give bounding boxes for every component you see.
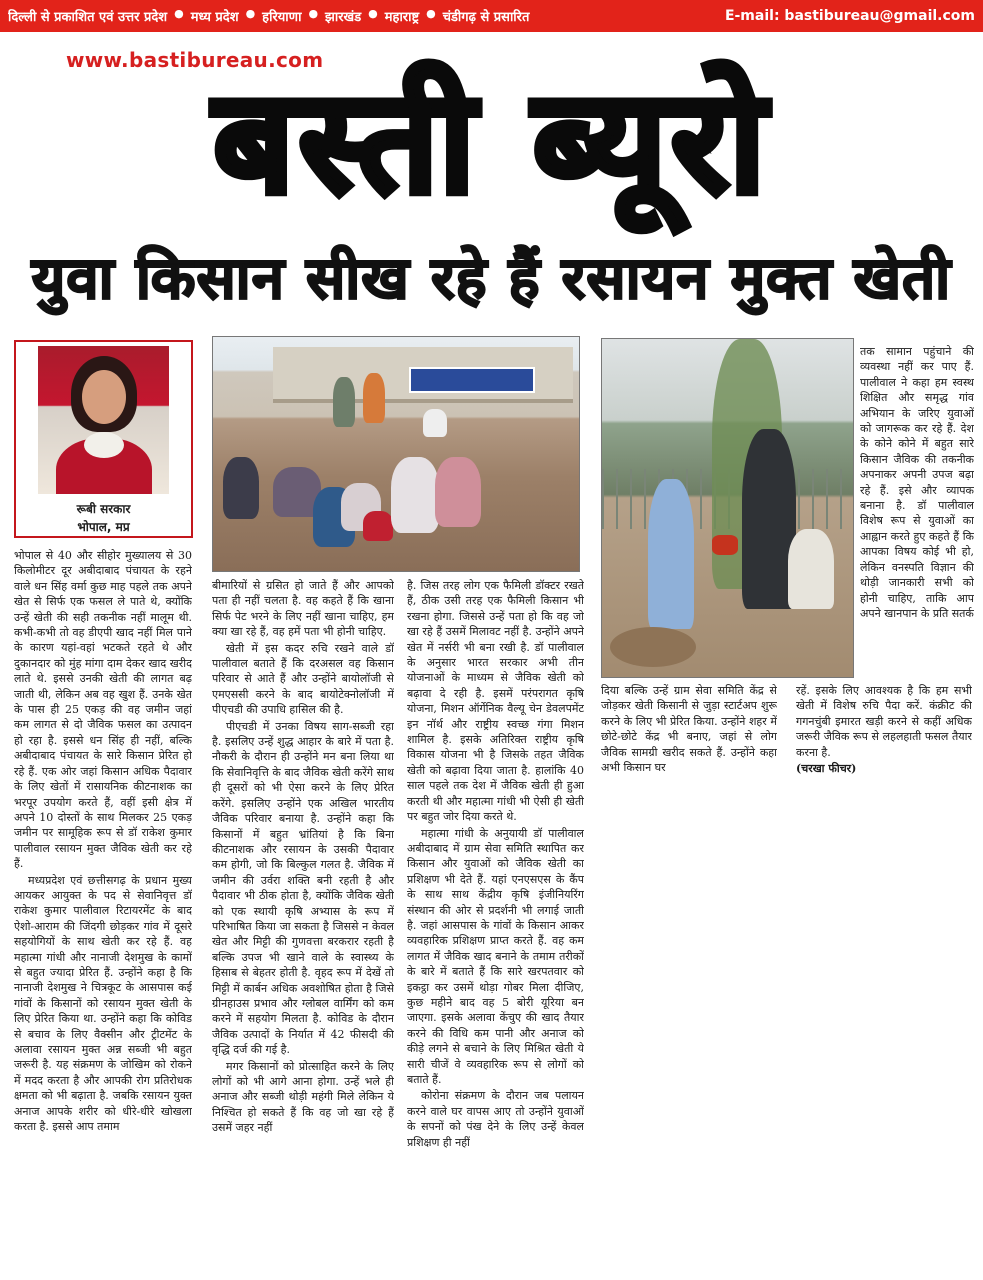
edition-item: हरियाणा [262,10,302,25]
website-link[interactable]: www.bastibureau.com [66,48,324,72]
edition-item: झारखंड [325,10,362,25]
author-photo [38,346,169,494]
author-name: रूबी सरकार [76,502,131,516]
paragraph: मगर किसानों को प्रोत्साहित करने के लिए लोगों को भी आगे आना होगा. उन्हें भले ही अनाज और सब्जी थोड़ी महंगी मिले लेकिन ये निश्चित हो सकते हैं कि वह जो खा रहे हैं उसमें जहर नहीं [212,1059,394,1135]
paragraph: महात्मा गांधी के अनुयायी डॉ पालीवाल अबीदाबाद में ग्राम सेवा समिति स्थापित कर किसान और युवाओं को जैविक खेती का प्रशिक्षण भी देते हैं. यहां एनएसएस के कैंप के साथ साथ केंद्रीय कृषि इंजीनियरिंग संस्थान की ओर से प्रदर्शनी भी लगाई जाती है. जहां आसपास के गांवों के किसान आकर व्यवहारिक प्रशिक्षण प्राप्त करते हैं. वह कम लागत में जैविक खाद बनाने के तमाम तरीकों के बारे में बताते हैं कि सारे खरपतवार को इकट्ठा कर उसमें थोड़ा गोबर मिला दीजिए, कुछ महीने बाद वह 5 बोरी यूरिया बन जाएगा. इसके अलावा केंचुए की खाद तैयार करने की विधि कम पानी और अनाज को कीड़े लगने से बचाने के लिए मिश्रित खेती ये सारी चीजें वे व्यवहारिक रूप से लोगों को बताते हैं. [407,826,584,1086]
bullet-icon: ● [426,7,436,20]
author-location: भोपाल, मप्र [77,520,130,534]
paragraph: बीमारियों से ग्रसित हो जाते हैं और आपको पता ही नहीं चलता है. वह कहते हैं कि खाना सिर्फ पेट भरने के लिए नहीं खाना चाहिए, हम क्या खा रहे हैं, वह हमें पता भी होनी चाहिए. [212,579,394,639]
article-column-5 [796,683,972,793]
paragraph: खेती में इस कदर रुचि रखने वाले डॉ पालीवाल बताते हैं कि दरअसल वह किसान परिवार से आते हैं और उन्होंने बायोलॉजी से एमएससी करने के बाद बायोटेक्नोलॉजी में पीएचडी की उपाधि हासिल की है. [212,641,394,717]
author-box [14,340,193,538]
paragraph: रहें. इसके लिए आवश्यक है कि हम सभी खेती में विशेष रुचि पैदा करें. कंक्रीट की गगनचुंबी इमारत खड़ी करने से कहीं अधिक जरूरी जैविक रूप से लहलहाती फसल तैयार करना है. [796,684,972,759]
edition-item: महाराष्ट्र [384,10,420,25]
paragraph: दिया बल्कि उन्हें ग्राम सेवा समिति केंद्र से जोड़कर खेती किसानी से जुड़ा स्टार्टअप शुरू करने के लिए भी प्रेरित किया. उन्होंने शहर में छोटे-छोटे केंद्र भी बनाए, जहां से लोग जैविक सामग्री खरीद सकते हैं. उन्होंने कहा अभी किसान घर [601,684,777,775]
newspaper-masthead: बस्ती ब्यूरो [213,60,770,225]
edition-item: मध्य प्रदेश [190,10,239,25]
article-column-4 [601,683,777,793]
article-column-3 [407,578,584,1273]
paragraph: कोरोना संक्रमण के दौरान जब पलायन करने वाले घर वापस आए तो उन्होंने युवाओं के सपनों को पंख देने के लिए उन्हें केवल प्रशिक्षण ही नहीं [407,1089,584,1149]
paragraph: मध्यप्रदेश एवं छत्तीसगढ़ के प्रधान मुख्य आयकर आयुक्त के पद से सेवानिवृत्त डॉ राकेश कुमार पालीवाल रिटायरमेंट के बाद ऐशो-आराम की जिंदगी छोड़कर गांव में दूसरे सहयोगियों के साथ खेती कर रहे हैं. वह महात्मा गांधी और नानाजी देशमुख के कामों से बहुत ज्यादा प्रेरित हैं. उन्होंने कहा है कि नानाजी देशमुख ने चित्रकूट के आसपास कई गांवों के किसानों को रसायन मुक्त खेती के लिए प्रेरित किया था. उन्होंने कहा कि कोविड से बचाव के लिए वैक्सीन और ट्रीटमेंट के अलावा रसायन मुक्त अन्न सब्जी भी बहुत जरूरी है. यह संक्रमण के जोखिम को रोकने में मदद करता है और आपकी रोग प्रतिरोधक क्षमता को भी बढ़ाता है. जबकि रसायन युक्त अनाज आपके शरीर को धीरे-धीरे खोखला करता है. इससे आप तमाम [14,873,192,1134]
top-edition-bar [0,0,983,32]
article-column-1 [14,548,192,1273]
edition-item: दिल्ली से प्रकाशित एवं उत्तर प्रदेश [8,10,168,25]
bullet-icon: ● [308,7,319,20]
article-column-2 [212,578,394,1273]
paragraph: भोपाल से 40 और सीहोर मुख्यालय से 30 किलोमीटर दूर अबीदाबाद पंचायत के रहने वाले धन सिंह वर्मा कुछ माह पहले तक अपने खेत से सिर्फ एक फसल ले पाते थे, क्योंकि उन्हें खेती की सही तकनीक नहीं मालूम थी. कभी-कभी तो वह डीएपी खाद नहीं मिल पाने के कारण यहां-वहां भटकते रहते थे और दुकानदार को मुंह मांगा दाम देकर खाद खरीद लाते थे. इससे उनकी खेती की लागत बढ़ जाती थी, लेकिन अब वह खुश हैं. उनके खेत के पास ही 25 एकड़ की वह जमीन जहां कम लागत से दो जैविक फसल का उत्पादन हो रहा है. इससे धन सिंह ही नहीं, बल्कि अबीदाबाद पंचायत के सारे किसान प्रेरित हो रहे हैं. एक ओर जहां किसान अधिक पैदावार के लिए खेतों में रासायनिक कीटनाशक का भरपूर उपयोग करते हैं, वहीं इसी क्षेत्र में अपने 10 दोस्तों के साथ मिलकर 25 एकड़ जमीन पर सामूहिक रूप से डॉ राकेश कुमार पालीवाल रसायन मुक्त जैविक खेती कर रहे हैं. [14,549,192,871]
edition-item: चंडीगढ़ से प्रसारित [442,10,530,25]
edition-list [8,7,725,25]
article-column-6 [860,344,974,680]
tree-planting-photo [601,338,854,678]
paragraph: तक सामान पहुंचाने की व्यवस्था नहीं कर पाए हैं. पालीवाल ने कहा हम स्वस्थ शिक्षित और समृद्ध गांव अभियान के जरिए युवाओं को जागरूक कर रहे हैं. देश के कोने कोने में बहुत सारे किसान जैविक की तकनीक अपनाकर अपनी उपज बढ़ा रहे हैं. इसे और व्यापक बनाना है. डॉ पालीवाल विशेष रूप से युवाओं का आह्वान करते हुए कहते हैं कि आपका विषय कोई भी हो, लेकिन वनस्पति विज्ञान की थोड़ी जानकारी सभी को होनी चाहिए, ताकि आप अपने खानपान के प्रति सतर्क [860,345,974,620]
article-headline: युवा किसान सीख रहे हैं रसायन मुक्त खेती [31,244,952,312]
article-credit: (चरखा फीचर) [796,762,857,776]
contact-email[interactable]: E-mail: bastibureau@gmail.com [724,8,975,24]
bullet-icon: ● [245,7,256,20]
bullet-icon: ● [368,7,378,20]
paragraph: पीएचडी में उनका विषय साग-सब्जी रहा है. इसलिए उन्हें शुद्ध आहार के बारे में पता है. नौकरी के दौरान ही उन्होंने मन बना लिया था कि सेवानिवृत्ति के बाद जैविक खेती करेंगे साथ ही दूसरों को भी ऐसा करने के लिए प्रेरित करेंगे. इसलिए उन्होंने एक अखिल भारतीय जैविक परिवार बनाया है. उन्होंने कहा कि किसानों में बहुत भ्रांतियां है कि बिना कीटनाशक और रसायन के उसकी पैदावार कम होगी, जो कि बिल्कुल गलत है. जैविक में जमीन की उर्वरा शक्ति बनी रहती है और पैदावार भी ठीक होता है, क्योंकि जैविक खेती को एक स्थायी कृषि अभ्यास के रूप में परिभाषित किया जा सकता है जिससे न केवल खेत और मिट्टी की गुणवत्ता बरकरार रहती है बल्कि उपज भी खाने वाले के स्वास्थ्य के हिसाब से बेहतर होती है. वृहद रूप में देखें तो मिट्टी में कार्बन अधिक अवशोषित होता है जिसे ग्रीनहाउस प्रभाव और ग्लोबल वार्मिंग को कम करने में सहयोग मिलता है. कोविड के दौरान जैविक उत्पादों के निर्यात में 42 फीसदी की वृद्धि दर्ज की गई है. [212,719,394,1057]
farm-training-photo [212,336,580,572]
bullet-icon: ● [174,7,184,20]
paragraph: है. जिस तरह लोग एक फैमिली डॉक्टर रखते हैं, ठीक उसी तरह एक फैमिली किसान भी रखना होगा. जिससे उन्हें पता हो कि वह जो खा रहे हैं उसमें मिलावट नहीं है. उन्होंने अपने खेत में नर्सरी भी बना रखी है. डॉ पालीवाल के अनुसार भारत सरकार अभी तीन योजनाओं के माध्यम से जैविक खेती को बढ़ावा दे रही है. इसमें परंपरागत कृषि योजना, मिशन ऑर्गेनिक वैल्यू चेन डेवलपमेंट इन नॉर्थ और राष्ट्रीय स्वच्छ गंगा मिशन शामिल है. इसके अतिरिक्त राष्ट्रीय कृषि विकास योजना भी है जिसके तहत जैविक खेती को बढ़ावा दिया जाता है. हालांकि 40 साल पहले तक देश में जैविक खेती ही हुआ करती थी और महात्मा गांधी भी ऐसी ही खेती पर बहुत जोर दिया करते थे. [407,579,584,824]
